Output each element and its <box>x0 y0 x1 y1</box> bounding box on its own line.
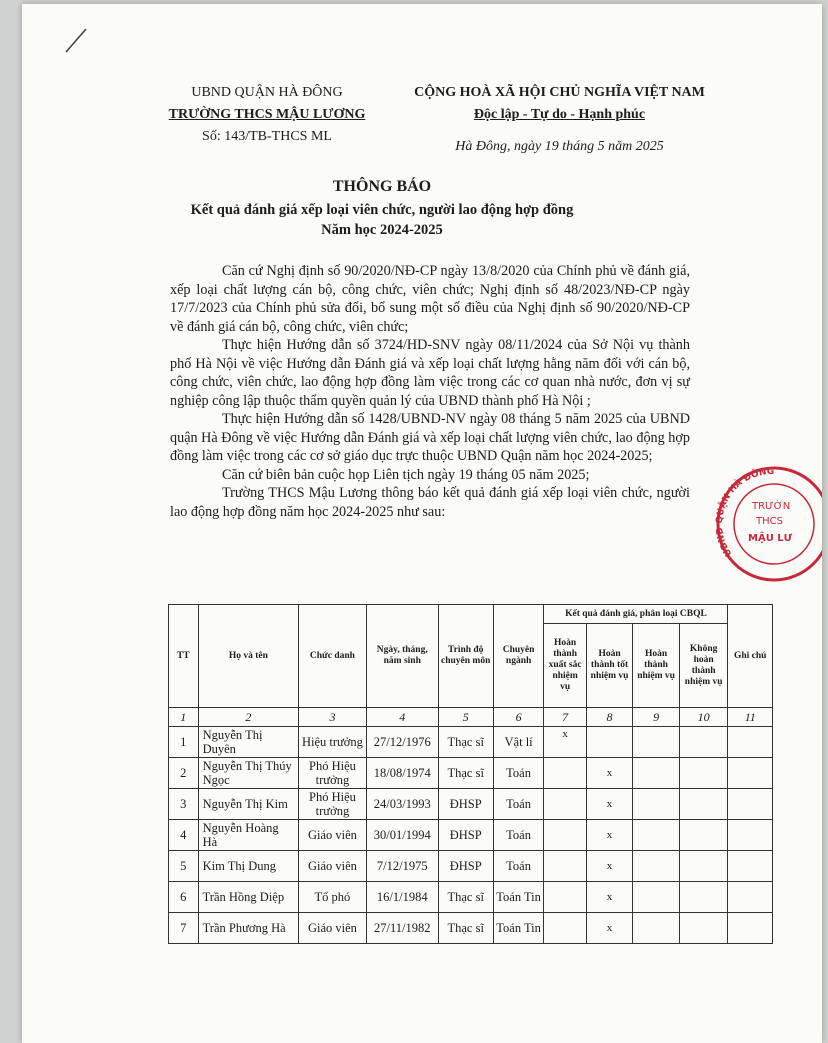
col-number: 10 <box>679 708 728 727</box>
row-major: Toán <box>493 758 544 789</box>
row-tt: 4 <box>169 820 199 851</box>
row-rating-cell <box>544 882 586 913</box>
row-note <box>728 789 773 820</box>
row-tt: 3 <box>169 789 199 820</box>
paragraph: Căn cứ Nghị định số 90/2020/NĐ-CP ngày 13/8/2020 của Chính phủ về đánh giá, xếp loại chất lượng cán bộ, công chức, viên chức; Nghị định số 48/2023/NĐ-CP ngày 17/7/2023 của Chính phủ sửa đổi, bổ sung một số điều của Nghị định số 90/2020/NĐ-CP về đánh giá cán bộ, công chức, viên chức; <box>170 263 690 335</box>
row-rating-cell: x <box>586 789 633 820</box>
header-dob: Ngày, tháng, năm sinh <box>366 605 438 708</box>
row-name: Kim Thị Dung <box>198 851 298 882</box>
row-rating-cell <box>586 727 633 758</box>
row-name: Nguyễn Hoàng Hà <box>198 820 298 851</box>
row-dob: 16/1/1984 <box>366 882 438 913</box>
row-name: Nguyễn Thị Thúy Ngọc <box>198 758 298 789</box>
row-tt: 1 <box>169 727 199 758</box>
row-rating-cell <box>679 820 728 851</box>
row-note <box>728 851 773 882</box>
row-rating-cell <box>633 820 680 851</box>
row-dob: 27/12/1976 <box>366 727 438 758</box>
row-tt: 2 <box>169 758 199 789</box>
school-name: TRƯỜNG THCS MẬU LƯƠNG <box>168 107 366 122</box>
row-name: Nguyễn Thị Duyên <box>198 727 298 758</box>
seal-line-3: MẬU LƯ <box>748 533 793 544</box>
school-year: Năm học 2024-2025 <box>321 222 443 238</box>
table-row <box>169 758 773 789</box>
pen-stroke-mark <box>62 26 90 54</box>
col-number: 7 <box>544 708 586 727</box>
paragraph: Trường THCS Mậu Lương thông báo kết quả đánh giá xếp loại viên chức, người lao động hợp đồng năm học 2024-2025 như sau: <box>170 485 690 520</box>
national-motto: Độc lập - Tự do - Hạnh phúc <box>473 107 646 122</box>
row-rating-cell: x <box>586 820 633 851</box>
header-rating-complete: Hoàn thành nhiệm vụ <box>633 624 680 708</box>
table-row <box>169 789 773 820</box>
row-major: Toán <box>493 789 544 820</box>
row-note <box>728 820 773 851</box>
row-rating-cell: x <box>586 913 633 944</box>
header-name: Họ và tên <box>198 605 298 708</box>
row-rating-cell: x <box>586 882 633 913</box>
row-rating-cell <box>544 789 586 820</box>
row-rating-cell: x <box>586 851 633 882</box>
row-major: Vật lí <box>493 727 544 758</box>
column-number-row <box>169 708 773 727</box>
document-date: Hà Đông, ngày 19 tháng 5 năm 2025 <box>455 139 664 154</box>
header-rating-good: Hoàn thành tốt nhiệm vụ <box>586 624 633 708</box>
paragraph: Thực hiện Hướng dẫn số 3724/HD-SNV ngày 08/11/2024 của Sở Nội vụ thành phố Hà Nội về việc Hướng dẫn Đánh giá và xếp loại chất lượng hằng năm đối với cán bộ, công chức, viên chức, lao động hợp đồng làm việc trong các cơ quan nhà nước, đơn vị sự nghiệp công lập thuộc thẩm quyền quản lý của UBND thành phố Hà Nội ; <box>170 337 690 409</box>
header-left <box>152 82 382 148</box>
official-seal-stamp <box>712 459 822 589</box>
col-number: 1 <box>169 708 199 727</box>
row-name: Trần Hồng Diệp <box>198 882 298 913</box>
row-rating-cell <box>679 727 728 758</box>
row-degree: Thạc sĩ <box>438 758 493 789</box>
row-rating-cell: x <box>544 727 586 758</box>
row-dob: 27/11/1982 <box>366 913 438 944</box>
row-rating-cell <box>544 820 586 851</box>
seal-line-2: THCS <box>756 516 783 527</box>
national-title: CỘNG HOÀ XÃ HỘI CHỦ NGHĨA VIỆT NAM <box>414 85 705 100</box>
row-title: Phó Hiệu trưởng <box>299 758 367 789</box>
seal-ring-text: UBND QUẬN HÀ ĐÔNG <box>714 466 775 558</box>
row-rating-cell <box>633 727 680 758</box>
row-title: Giáo viên <box>299 913 367 944</box>
header-title: Chức danh <box>299 605 367 708</box>
row-dob: 18/08/1974 <box>366 758 438 789</box>
header-rating-excellent: Hoàn thành xuất sắc nhiệm vụ <box>544 624 586 708</box>
row-rating-cell <box>633 882 680 913</box>
document-title: THÔNG BÁO <box>332 178 432 195</box>
row-rating-cell <box>679 789 728 820</box>
row-title: Giáo viên <box>299 820 367 851</box>
row-rating-cell <box>544 851 586 882</box>
header-degree: Trình độ chuyên môn <box>438 605 493 708</box>
row-major: Toán Tin <box>493 913 544 944</box>
row-rating-cell <box>544 758 586 789</box>
row-degree: Thạc sĩ <box>438 882 493 913</box>
row-note <box>728 882 773 913</box>
row-title: Tổ phó <box>299 882 367 913</box>
paragraph: Căn cứ biên bản cuộc họp Liên tịch ngày 19 tháng 05 năm 2025; <box>222 466 590 483</box>
document-subtitle: Kết quả đánh giá xếp loại viên chức, người lao động hợp đồng <box>190 202 574 218</box>
header-note: Ghi chú <box>728 605 773 708</box>
document-page <box>22 4 822 1043</box>
evaluation-results-table <box>168 604 773 944</box>
col-number: 2 <box>198 708 298 727</box>
row-rating-cell <box>633 758 680 789</box>
table-body <box>169 727 773 944</box>
row-title: Phó Hiệu trưởng <box>299 789 367 820</box>
table-row <box>169 913 773 944</box>
paragraph: Thực hiện Hướng dẫn số 1428/UBND-NV ngày 08 tháng 5 năm 2025 của UBND quận Hà Đông về việc Hướng dẫn Đánh giá và xếp loại chất lượng viên chức, lao động hợp đồng làm việc trong các cơ sở giáo dục trực thuộc UBND Quận năm học 2024-2025; <box>170 411 690 464</box>
row-major: Toán Tin <box>493 882 544 913</box>
col-number: 8 <box>586 708 633 727</box>
row-tt: 5 <box>169 851 199 882</box>
row-rating-cell <box>679 758 728 789</box>
table-row <box>169 882 773 913</box>
row-tt: 6 <box>169 882 199 913</box>
row-note <box>728 758 773 789</box>
table-row <box>169 851 773 882</box>
row-dob: 30/01/1994 <box>366 820 438 851</box>
row-name: Nguyễn Thị Kim <box>198 789 298 820</box>
col-number: 6 <box>493 708 544 727</box>
col-number: 9 <box>633 708 680 727</box>
table-header-row <box>169 605 773 624</box>
row-title: Hiệu trưởng <box>299 727 367 758</box>
row-major: Toán <box>493 851 544 882</box>
body-text <box>170 262 690 521</box>
row-rating-cell <box>679 851 728 882</box>
svg-text:UBND QUẬN HÀ ĐÔNG <box>715 467 774 558</box>
row-rating-cell <box>633 789 680 820</box>
row-degree: Thạc sĩ <box>438 913 493 944</box>
row-name: Trần Phương Hà <box>198 913 298 944</box>
row-tt: 7 <box>169 913 199 944</box>
row-rating-cell <box>544 913 586 944</box>
col-number: 3 <box>299 708 367 727</box>
row-rating-cell <box>679 913 728 944</box>
header-tt: TT <box>169 605 199 708</box>
row-note <box>728 913 773 944</box>
row-degree: ĐHSP <box>438 820 493 851</box>
header-major: Chuyên ngành <box>493 605 544 708</box>
row-degree: Thạc sĩ <box>438 727 493 758</box>
row-dob: 7/12/1975 <box>366 851 438 882</box>
col-number: 11 <box>728 708 773 727</box>
seal-line-1: TRƯỜN <box>752 501 791 512</box>
row-major: Toán <box>493 820 544 851</box>
header-rating-incomplete: Không hoàn thành nhiệm vụ <box>679 624 728 708</box>
row-title: Giáo viên <box>299 851 367 882</box>
col-number: 5 <box>438 708 493 727</box>
row-degree: ĐHSP <box>438 789 493 820</box>
row-note <box>728 727 773 758</box>
row-rating-cell <box>633 913 680 944</box>
row-rating-cell: x <box>586 758 633 789</box>
document-number: Số: 143/TB-THCS ML <box>202 129 332 144</box>
header-rating-group: Kết quả đánh giá, phân loại CBQL <box>544 605 728 624</box>
title-block <box>152 176 612 240</box>
col-number: 4 <box>366 708 438 727</box>
row-rating-cell <box>679 882 728 913</box>
table-row <box>169 727 773 758</box>
header-right <box>407 82 712 158</box>
table-row <box>169 820 773 851</box>
row-degree: ĐHSP <box>438 851 493 882</box>
row-dob: 24/03/1993 <box>366 789 438 820</box>
agency-name: UBND QUẬN HÀ ĐÔNG <box>191 85 343 100</box>
row-rating-cell <box>633 851 680 882</box>
